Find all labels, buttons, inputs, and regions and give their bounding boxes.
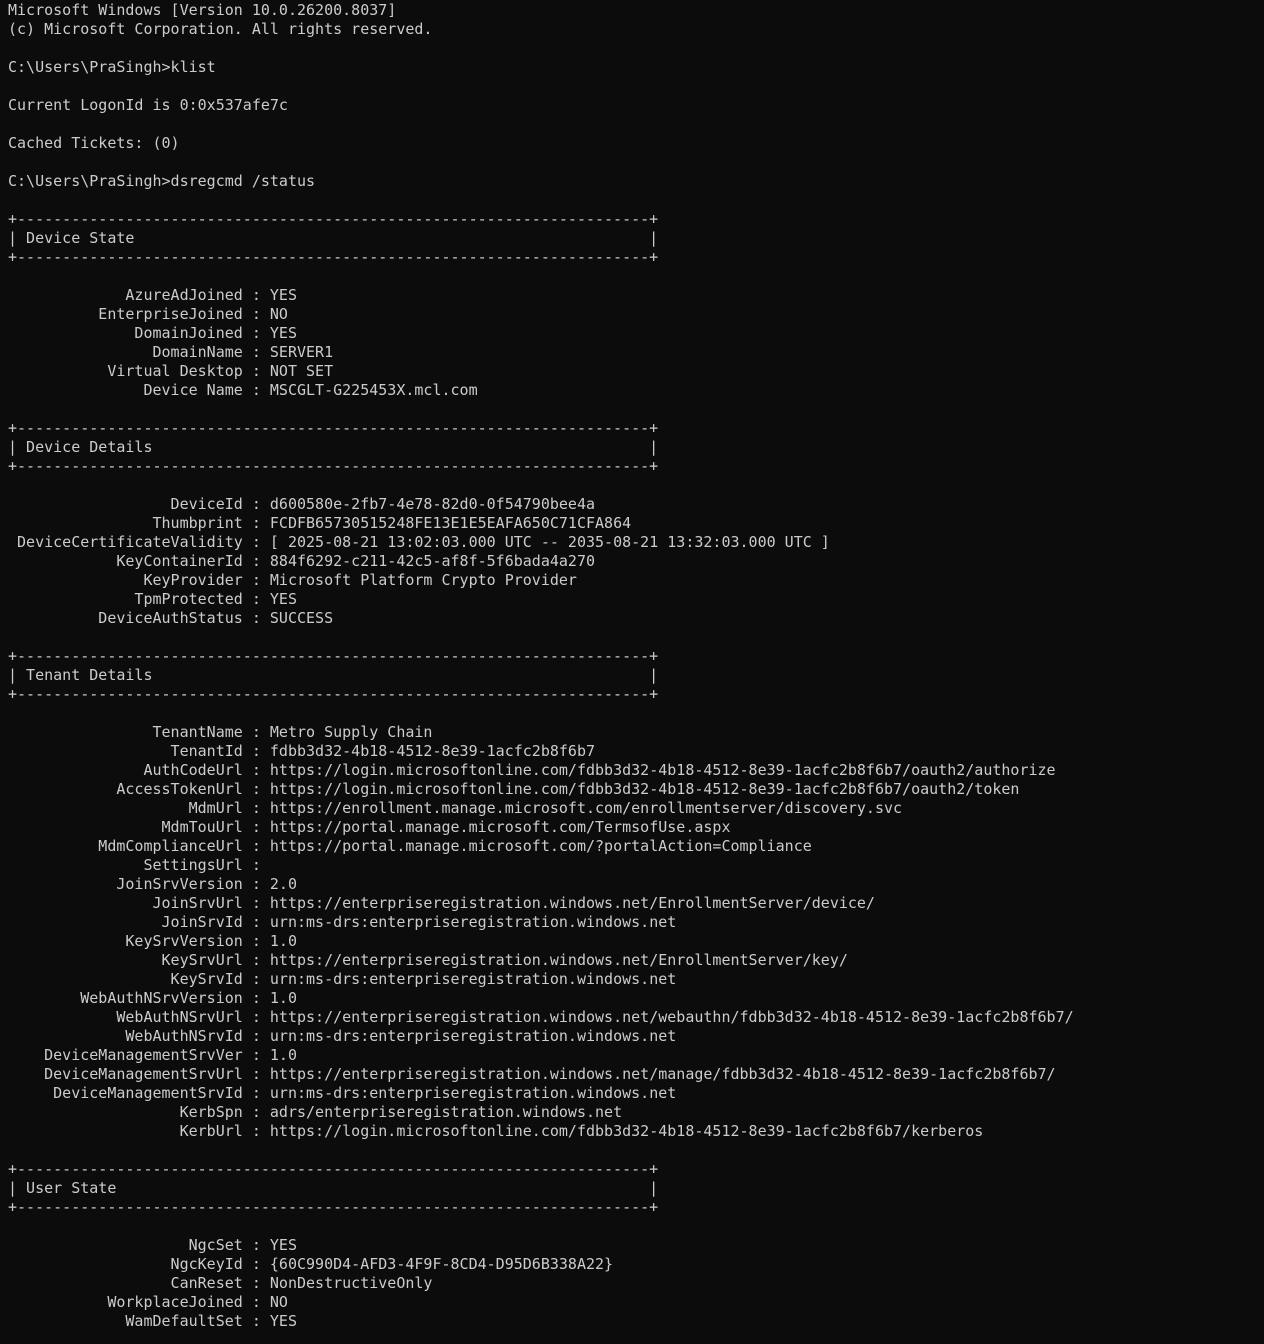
field-key: MdmTouUrl: [8, 818, 243, 836]
field-row-keyprovider: [8, 571, 1258, 590]
field-key: DeviceCertificateValidity: [8, 533, 243, 551]
section-border-bottom: +----------------------------------------------------------------------+: [8, 248, 659, 266]
field-value: urn:ms-drs:enterpriseregistration.windows.net: [269, 913, 677, 931]
field-row-devicemanagementsrvver: [8, 1046, 1258, 1065]
field-value: SUCCESS: [269, 609, 334, 627]
field-row-enterprisejoined: [8, 305, 1258, 324]
field-key: DeviceId: [8, 495, 243, 513]
field-value: FCDFB65730515248FE13E1E5EAFA650C71CFA864: [269, 514, 632, 532]
field-row-devicecertificatevalidity: [8, 533, 1258, 552]
field-value: https://login.microsoftonline.com/fdbb3d32-4b18-4512-8e39-1acfc2b8f6b7/oauth2/token: [269, 780, 1020, 798]
field-separator: :: [242, 381, 270, 399]
field-key: WorkplaceJoined: [8, 1293, 243, 1311]
field-value: Microsoft Platform Crypto Provider: [269, 571, 577, 589]
field-separator: :: [242, 780, 270, 798]
prompt-klist: C:\Users\PraSingh>klist: [8, 58, 216, 76]
field-row-deviceid: [8, 495, 1258, 514]
field-key: KeySrvUrl: [8, 951, 243, 969]
field-separator: :: [242, 533, 270, 551]
field-key: DeviceManagementSrvUrl: [8, 1065, 243, 1083]
field-row-joinsrvversion: [8, 875, 1258, 894]
field-row-virtual-desktop: [8, 362, 1258, 381]
field-key: MdmComplianceUrl: [8, 837, 243, 855]
field-row-ngckeyid: [8, 1255, 1258, 1274]
field-value: [ 2025-08-21 13:02:03.000 UTC -- 2035-08-21 13:32:03.000 UTC ]: [269, 533, 830, 551]
field-separator: :: [242, 1236, 270, 1254]
field-key: TenantName: [8, 723, 243, 741]
field-separator: :: [242, 894, 270, 912]
field-separator: :: [242, 837, 270, 855]
field-separator: :: [242, 1255, 270, 1273]
field-value: 1.0: [269, 932, 297, 950]
field-separator: :: [242, 989, 270, 1007]
field-separator: :: [242, 818, 270, 836]
field-row-joinsrvurl: [8, 894, 1258, 913]
field-value: YES: [269, 1236, 297, 1254]
field-row-mdmtouurl: [8, 818, 1258, 837]
field-separator: :: [242, 1312, 270, 1330]
field-key: JoinSrvUrl: [8, 894, 243, 912]
field-key: KeyProvider: [8, 571, 243, 589]
field-row-wamdefaultset: [8, 1312, 1258, 1331]
field-row-authcodeurl: [8, 761, 1258, 780]
field-separator: :: [242, 571, 270, 589]
field-row-tenantid: [8, 742, 1258, 761]
field-separator: :: [242, 1046, 270, 1064]
field-row-mdmcomplianceurl: [8, 837, 1258, 856]
field-key: TenantId: [8, 742, 243, 760]
field-value: https://portal.manage.microsoft.com/TermsofUse.aspx: [269, 818, 731, 836]
field-separator: :: [242, 1293, 270, 1311]
blank-line: [8, 191, 1258, 210]
field-key: KerbSpn: [8, 1103, 243, 1121]
field-separator: :: [242, 343, 270, 361]
field-row-azureadjoined: [8, 286, 1258, 305]
field-value: https://login.microsoftonline.com/fdbb3d32-4b18-4512-8e39-1acfc2b8f6b7/kerberos: [269, 1122, 984, 1140]
field-key: Device Name: [8, 381, 243, 399]
field-value: MSCGLT-G225453X.mcl.com: [269, 381, 478, 399]
field-key: KeySrvVersion: [8, 932, 243, 950]
field-value: NO: [269, 305, 288, 323]
field-separator: :: [242, 286, 270, 304]
field-row-domainname: [8, 343, 1258, 362]
field-value: SERVER1: [269, 343, 334, 361]
field-key: DomainName: [8, 343, 243, 361]
blank-line: [8, 1217, 1258, 1236]
field-value: https://enterpriseregistration.windows.net/EnrollmentServer/device/: [269, 894, 875, 912]
field-key: WebAuthNSrvVersion: [8, 989, 243, 1007]
field-key: WebAuthNSrvUrl: [8, 1008, 243, 1026]
version-line: Microsoft Windows [Version 10.0.26200.8037]: [8, 1, 397, 19]
field-row-kerburl: [8, 1122, 1258, 1141]
field-key: JoinSrvVersion: [8, 875, 243, 893]
field-separator: :: [242, 932, 270, 950]
field-row-webauthnsrvid: [8, 1027, 1258, 1046]
field-separator: :: [242, 799, 270, 817]
field-separator: :: [242, 495, 270, 513]
field-value: fdbb3d32-4b18-4512-8e39-1acfc2b8f6b7: [269, 742, 596, 760]
section-border-top: +----------------------------------------------------------------------+: [8, 1160, 659, 1178]
field-value: {60C990D4-AFD3-4F9F-8CD4-D95D6B338A22}: [269, 1255, 614, 1273]
field-value: YES: [269, 590, 297, 608]
field-value: 884f6292-c211-42c5-af8f-5f6bada4a270: [269, 552, 596, 570]
field-separator: :: [242, 1008, 270, 1026]
field-value: https://login.microsoftonline.com/fdbb3d32-4b18-4512-8e39-1acfc2b8f6b7/oauth2/authorize: [269, 761, 1056, 779]
field-separator: :: [242, 514, 270, 532]
field-row-devicemanagementsrvid: [8, 1084, 1258, 1103]
field-key: AuthCodeUrl: [8, 761, 243, 779]
field-separator: :: [242, 362, 270, 380]
field-separator: :: [242, 590, 270, 608]
field-key: WebAuthNSrvId: [8, 1027, 243, 1045]
field-row-ngcset: [8, 1236, 1258, 1255]
blank-line: [8, 400, 1258, 419]
section-title-device-details: | Device Details |: [8, 438, 659, 456]
field-separator: :: [242, 742, 270, 760]
blank-line: [8, 77, 1258, 96]
field-value: NO: [269, 1293, 288, 1311]
section-border-top: +----------------------------------------------------------------------+: [8, 210, 659, 228]
field-row-thumbprint: [8, 514, 1258, 533]
field-key: DeviceManagementSrvId: [8, 1084, 243, 1102]
section-border-bottom: +----------------------------------------------------------------------+: [8, 685, 659, 703]
field-row-devicemanagementsrvurl: [8, 1065, 1258, 1084]
field-value: urn:ms-drs:enterpriseregistration.windows.net: [269, 1084, 677, 1102]
field-value: YES: [269, 324, 297, 342]
prompt-dsregcmd: C:\Users\PraSingh>dsregcmd /status: [8, 172, 316, 190]
field-value: Metro Supply Chain: [269, 723, 433, 741]
field-key: KeySrvId: [8, 970, 243, 988]
field-key: WamDefaultSet: [8, 1312, 243, 1330]
field-row-tpmprotected: [8, 590, 1258, 609]
field-separator: :: [242, 856, 270, 874]
field-row-settingsurl: [8, 856, 1258, 875]
field-row-mdmurl: [8, 799, 1258, 818]
field-key: MdmUrl: [8, 799, 243, 817]
section-border-bottom: +----------------------------------------------------------------------+: [8, 457, 659, 475]
terminal-window[interactable]: [8, 1, 1258, 1331]
field-separator: :: [242, 552, 270, 570]
section-border-top: +----------------------------------------------------------------------+: [8, 419, 659, 437]
field-row-keysrvversion: [8, 932, 1258, 951]
field-key: AccessTokenUrl: [8, 780, 243, 798]
field-row-domainjoined: [8, 324, 1258, 343]
field-row-deviceauthstatus: [8, 609, 1258, 628]
field-value: 1.0: [269, 1046, 297, 1064]
blank-line: [8, 628, 1258, 647]
section-title-user-state: | User State |: [8, 1179, 659, 1197]
section-border-bottom: +----------------------------------------------------------------------+: [8, 1198, 659, 1216]
field-key: EnterpriseJoined: [8, 305, 243, 323]
cached-tickets-line: Cached Tickets: (0): [8, 134, 180, 152]
field-separator: :: [242, 1122, 270, 1140]
field-value: https://enterpriseregistration.windows.net/EnrollmentServer/key/: [269, 951, 848, 969]
field-key: DeviceAuthStatus: [8, 609, 243, 627]
section-title-tenant-details: | Tenant Details |: [8, 666, 659, 684]
field-value: YES: [269, 286, 297, 304]
field-key: SettingsUrl: [8, 856, 243, 874]
field-key: Thumbprint: [8, 514, 243, 532]
field-value: 1.0: [269, 989, 297, 1007]
field-separator: :: [242, 913, 270, 931]
field-key: DomainJoined: [8, 324, 243, 342]
field-row-canreset: [8, 1274, 1258, 1293]
dsregcmd-output: [8, 210, 1258, 1331]
field-separator: :: [242, 1084, 270, 1102]
field-separator: :: [242, 1103, 270, 1121]
field-separator: :: [242, 1274, 270, 1292]
field-key: AzureAdJoined: [8, 286, 243, 304]
section-title-device-state: | Device State |: [8, 229, 659, 247]
blank-line: [8, 704, 1258, 723]
field-separator: :: [242, 761, 270, 779]
field-row-keysrvurl: [8, 951, 1258, 970]
blank-line: [8, 153, 1258, 172]
field-separator: :: [242, 305, 270, 323]
field-value: urn:ms-drs:enterpriseregistration.windows.net: [269, 1027, 677, 1045]
field-value: d600580e-2fb7-4e78-82d0-0f54790bee4a: [269, 495, 596, 513]
field-separator: :: [242, 1065, 270, 1083]
field-value: https://portal.manage.microsoft.com/?portalAction=Compliance: [269, 837, 812, 855]
field-key: KerbUrl: [8, 1122, 243, 1140]
field-value: NonDestructiveOnly: [269, 1274, 433, 1292]
field-separator: :: [242, 875, 270, 893]
field-value: NOT SET: [269, 362, 334, 380]
logon-id-line: Current LogonId is 0:0x537afe7c: [8, 96, 288, 114]
field-key: KeyContainerId: [8, 552, 243, 570]
field-row-accesstokenurl: [8, 780, 1258, 799]
blank-line: [8, 39, 1258, 58]
field-row-joinsrvid: [8, 913, 1258, 932]
field-value: YES: [269, 1312, 297, 1330]
field-value: https://enterpriseregistration.windows.net/webauthn/fdbb3d32-4b18-4512-8e39-1acfc2b8f6b7/: [269, 1008, 1074, 1026]
field-value: https://enterpriseregistration.windows.net/manage/fdbb3d32-4b18-4512-8e39-1acfc2b8f6b7/: [269, 1065, 1056, 1083]
field-key: NgcSet: [8, 1236, 243, 1254]
field-key: CanReset: [8, 1274, 243, 1292]
field-row-webauthnsrvurl: [8, 1008, 1258, 1027]
section-border-top: +----------------------------------------------------------------------+: [8, 647, 659, 665]
field-key: NgcKeyId: [8, 1255, 243, 1273]
field-row-webauthnsrvversion: [8, 989, 1258, 1008]
field-value: 2.0: [269, 875, 297, 893]
field-row-tenantname: [8, 723, 1258, 742]
copyright-line: (c) Microsoft Corporation. All rights reserved.: [8, 20, 433, 38]
blank-line: [8, 267, 1258, 286]
field-key: TpmProtected: [8, 590, 243, 608]
field-row-keycontainerid: [8, 552, 1258, 571]
blank-line: [8, 476, 1258, 495]
field-value: adrs/enterpriseregistration.windows.net: [269, 1103, 623, 1121]
field-separator: :: [242, 324, 270, 342]
field-separator: :: [242, 609, 270, 627]
field-separator: :: [242, 723, 270, 741]
field-key: JoinSrvId: [8, 913, 243, 931]
field-key: Virtual Desktop: [8, 362, 243, 380]
blank-line: [8, 115, 1258, 134]
field-row-kerbspn: [8, 1103, 1258, 1122]
field-separator: :: [242, 970, 270, 988]
field-separator: :: [242, 951, 270, 969]
field-row-device-name: [8, 381, 1258, 400]
field-row-workplacejoined: [8, 1293, 1258, 1312]
field-value: https://enrollment.manage.microsoft.com/enrollmentserver/discovery.svc: [269, 799, 903, 817]
field-row-keysrvid: [8, 970, 1258, 989]
blank-line: [8, 1141, 1258, 1160]
field-value: urn:ms-drs:enterpriseregistration.windows.net: [269, 970, 677, 988]
field-key: DeviceManagementSrvVer: [8, 1046, 243, 1064]
field-separator: :: [242, 1027, 270, 1045]
